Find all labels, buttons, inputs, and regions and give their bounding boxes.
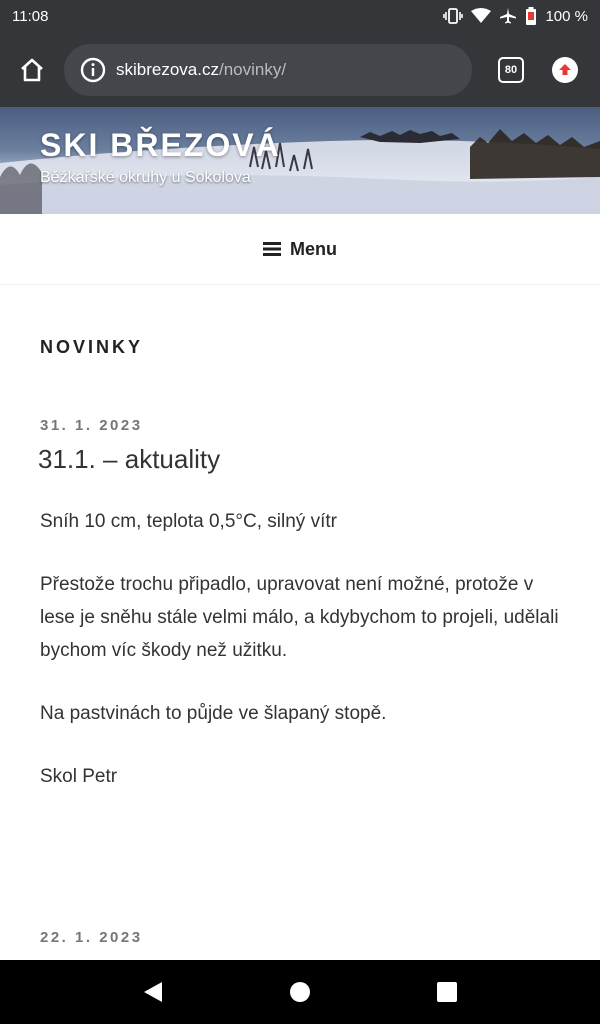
site-description: Běžkařské okruhy u Sokolova: [40, 169, 251, 186]
home-icon: [18, 56, 46, 84]
home-nav-button[interactable]: [270, 962, 330, 1022]
menu-label: Menu: [290, 238, 337, 259]
home-button[interactable]: [14, 52, 50, 88]
back-button[interactable]: [123, 962, 183, 1022]
post-date[interactable]: 31. 1. 2023: [40, 417, 143, 434]
url-path: /novinky/: [218, 59, 287, 79]
site-header: [0, 107, 600, 214]
status-bar: [0, 0, 600, 32]
post-paragraph: Sníh 10 cm, teplota 0,5°C, silný vítr: [40, 511, 337, 532]
url-domain: skibrezova.cz: [116, 59, 219, 79]
tabs-button[interactable]: [498, 57, 524, 83]
url-text[interactable]: [116, 60, 286, 80]
post-paragraph: Přestože trochu připadlo, upravovat není možné, protože v lese je sněhu stále velmi málo, a kdybychom to projeli, udělali bychom víc škody než užitku.: [40, 574, 559, 661]
status-icons: [443, 7, 588, 25]
recents-icon: [436, 981, 458, 1003]
navigation-bar: [0, 214, 600, 285]
battery-level: 100 %: [545, 7, 588, 25]
post-date[interactable]: 22. 1. 2023: [40, 929, 143, 946]
hamburger-icon: [263, 241, 281, 257]
wifi-icon: [471, 8, 491, 24]
post-title[interactable]: 31.1. – aktuality: [38, 444, 221, 474]
vibrate-icon: [443, 8, 463, 24]
recents-button[interactable]: [417, 962, 477, 1022]
menu-button[interactable]: [263, 239, 337, 260]
status-time: 11:08: [12, 7, 49, 25]
update-button[interactable]: [552, 57, 578, 83]
system-nav-bar: [0, 960, 600, 1024]
post-paragraph: Na pastvinách to půjde ve šlapaný stopě.: [40, 703, 387, 724]
site-title[interactable]: SKI BŘEZOVÁ: [40, 127, 281, 163]
battery-icon: [525, 7, 537, 25]
address-bar[interactable]: [64, 44, 472, 96]
info-icon[interactable]: [80, 57, 106, 83]
page-title: NOVINKY: [40, 337, 144, 357]
post-signature: Skol Petr: [40, 766, 118, 787]
home-circle-icon: [289, 981, 311, 1003]
back-icon: [142, 980, 164, 1004]
airplane-icon: [499, 7, 517, 25]
browser-toolbar: [0, 32, 600, 107]
tab-count: 80: [504, 63, 518, 76]
update-icon: [557, 62, 573, 78]
